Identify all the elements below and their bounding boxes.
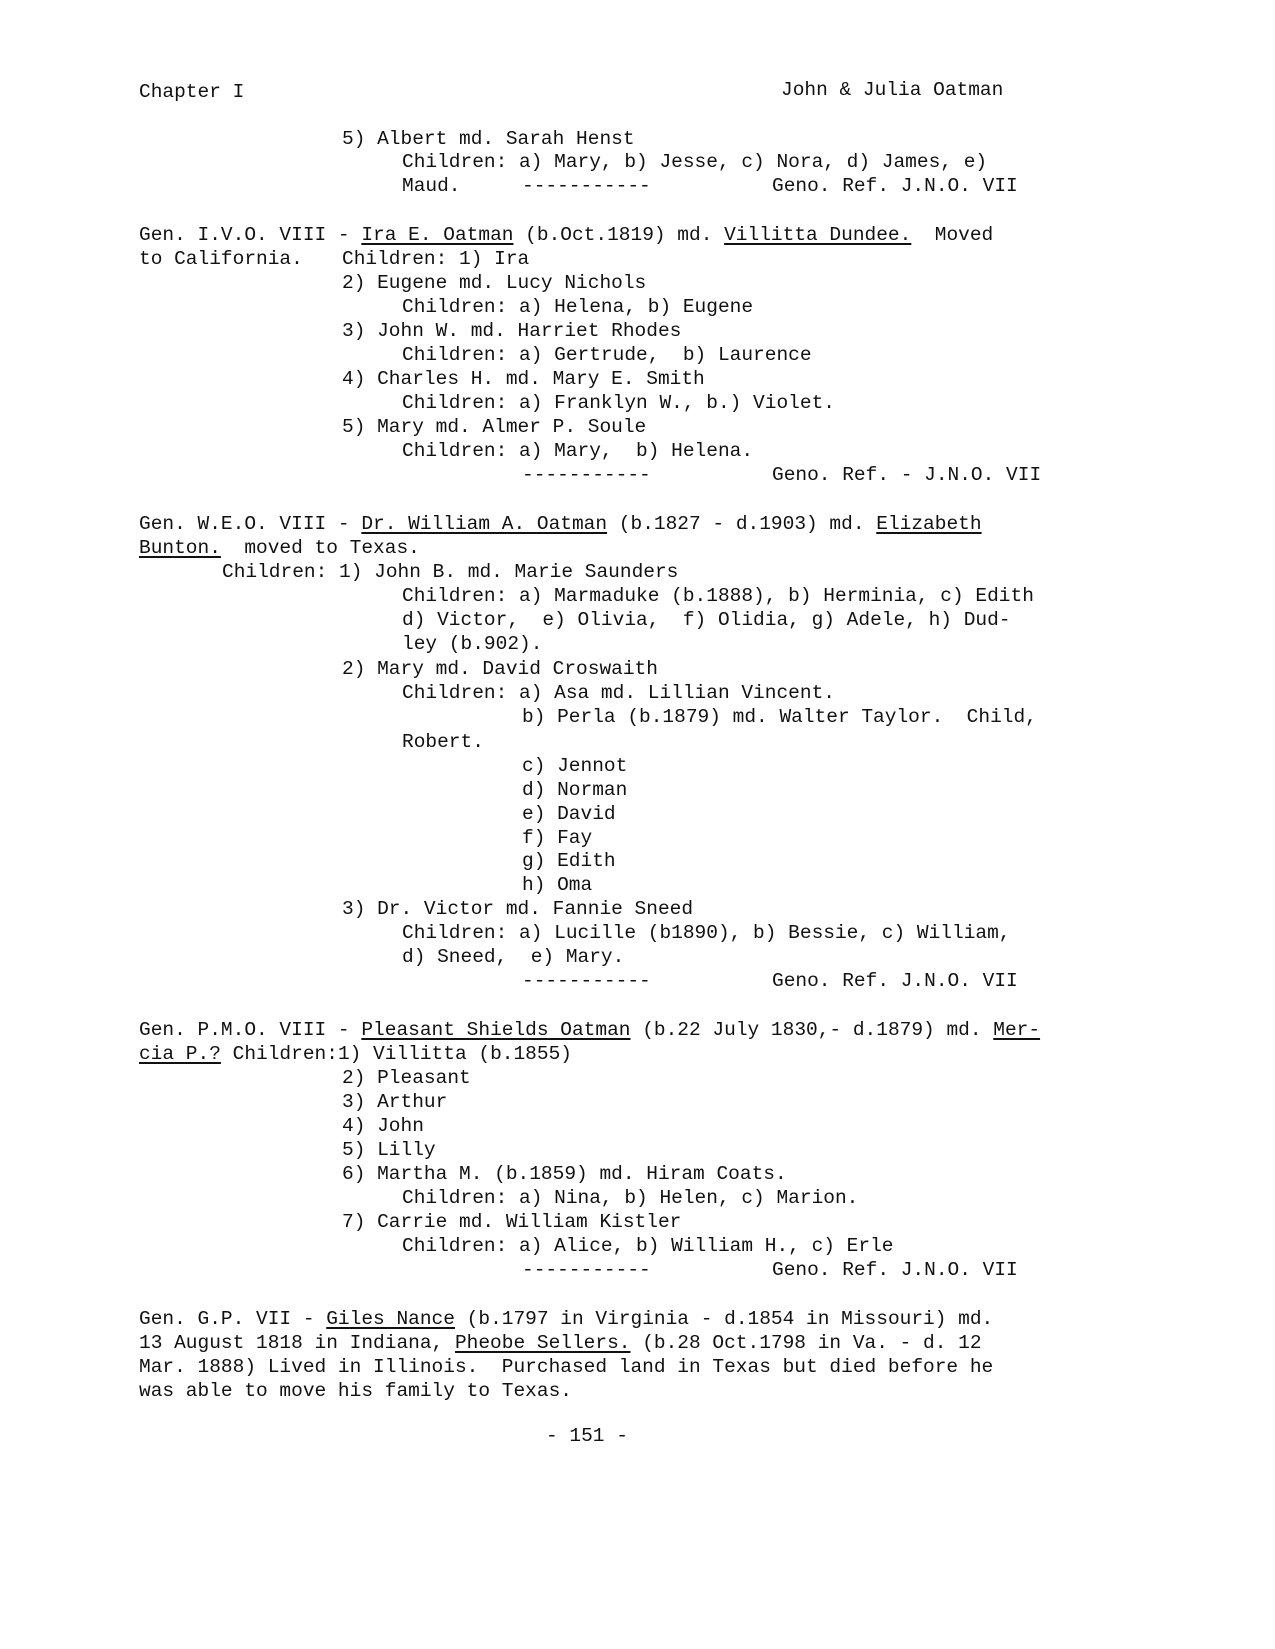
ira-note: Moved [934, 224, 994, 246]
giles-spouse: Pheobe Sellers. [454, 1332, 631, 1354]
giles-biography-cont: was able to move his family to Texas. [139, 1380, 572, 1402]
william-grandchildren-3-cont: d) Sneed, e) Mary. [402, 946, 625, 968]
ira-child-3: 3) John W. md. Harriet Rhodes [342, 320, 682, 342]
separator-dashes: ----------- [522, 1259, 651, 1281]
william-grandchild-2e: e) David [522, 803, 616, 825]
pleasant-entry-line [139, 1018, 1040, 1042]
ira-child-2: 2) Eugene md. Lucy Nichols [342, 272, 647, 294]
william-grandchild-2h: h) Oma [522, 874, 593, 896]
ira-grandchildren-2: Children: a) Helena, b) Eugene [402, 296, 754, 318]
pleasant-child-1: Children:1) Villitta (b.1855) [232, 1043, 572, 1065]
giles-spouse-dates: (b.28 Oct.1798 in Va. - d. 12 [642, 1332, 982, 1354]
geno-ref: Geno. Ref. J.N.O. VII [772, 175, 1018, 197]
albert-line: 5) Albert md. Sarah Henst [342, 128, 635, 150]
pleasant-grandchildren-6: Children: a) Nina, b) Helen, c) Marion. [402, 1187, 859, 1209]
william-child-2: 2) Mary md. David Croswaith [342, 658, 658, 680]
family-header: John & Julia Oatman [781, 79, 1004, 101]
ira-spouse: Villitta Dundee. [724, 224, 912, 246]
ira-entry-line [139, 223, 993, 247]
pleasant-spouse-cont: cia P.? [139, 1043, 221, 1065]
ira-dates: (b.Oct.1819) md. [525, 224, 713, 246]
pleasant-child-6: 6) Martha M. (b.1859) md. Hiram Coats. [342, 1163, 787, 1185]
ira-gen-code: Gen. I.V.O. VIII - [139, 224, 350, 246]
giles-name: Giles Nance [326, 1308, 455, 1330]
william-grandchild-2b: b) Perla (b.1879) md. Walter Taylor. Child, [522, 706, 1037, 728]
william-entry-cont [139, 536, 420, 560]
pleasant-child-2: 2) Pleasant [342, 1067, 471, 1089]
william-grandchild-2f: f) Fay [522, 827, 593, 849]
william-grandchildren-1-cont: d) Victor, e) Olivia, f) Olidia, g) Adele, h) Dud- [402, 609, 1011, 631]
pleasant-entry-cont [139, 1042, 572, 1066]
separator-dashes: ----------- [522, 970, 651, 992]
separator-dashes: ----------- [522, 464, 651, 486]
separator-dashes: ----------- [522, 175, 651, 197]
ira-grandchildren-3: Children: a) Gertrude, b) Laurence [402, 344, 812, 366]
giles-entry-line [139, 1307, 993, 1331]
albert-children-cont: Maud. [402, 175, 461, 197]
william-spouse-cont: Bunton. [139, 537, 221, 559]
william-grandchildren-3: Children: a) Lucille (b1890), b) Bessie, c) William, [402, 922, 1011, 944]
william-grandchild-2g: g) Edith [522, 850, 616, 872]
william-child-1: Children: 1) John B. md. Marie Saunders [222, 561, 679, 583]
william-spouse: Elizabeth [876, 513, 982, 535]
william-name: Dr. William A. Oatman [361, 513, 608, 535]
william-child-3: 3) Dr. Victor md. Fannie Sneed [342, 898, 694, 920]
geno-ref: Geno. Ref. J.N.O. VII [772, 1259, 1018, 1281]
william-grandchild-2a: Children: a) Asa md. Lillian Vincent. [402, 682, 835, 704]
pleasant-dates: (b.22 July 1830,- d.1879) md. [642, 1019, 982, 1041]
ira-child-1: Children: 1) Ira [342, 248, 530, 270]
pleasant-spouse: Mer- [993, 1019, 1041, 1041]
pleasant-child-4: 4) John [342, 1115, 424, 1137]
ira-child-5: 5) Mary md. Almer P. Soule [342, 416, 647, 438]
william-grandchild-2d: d) Norman [522, 779, 628, 801]
ira-grandchildren-4: Children: a) Franklyn W., b.) Violet. [402, 392, 835, 414]
giles-gen-code: Gen. G.P. VII - [139, 1308, 315, 1330]
albert-children-line: Children: a) Mary, b) Jesse, c) Nora, d) James, e) [402, 151, 988, 173]
william-dates: (b.1827 - d.1903) md. [618, 513, 865, 535]
ira-name: Ira E. Oatman [361, 224, 514, 246]
page-number: - 151 - [546, 1425, 628, 1447]
william-entry-line [139, 512, 982, 536]
william-grandchildren-1-end: ley (b.902). [402, 633, 543, 655]
pleasant-gen-code: Gen. P.M.O. VIII - [139, 1019, 350, 1041]
giles-marriage-line [139, 1331, 982, 1355]
william-grandchildren-1: Children: a) Marmaduke (b.1888), b) Herminia, c) Edith [402, 585, 1034, 607]
giles-biography: Mar. 1888) Lived in Illinois. Purchased land in Texas but died before he [139, 1356, 994, 1378]
ira-grandchildren-5: Children: a) Mary, b) Helena. [402, 440, 754, 462]
ira-child-4: 4) Charles H. md. Mary E. Smith [342, 368, 705, 390]
geno-ref: Geno. Ref. J.N.O. VII [772, 970, 1018, 992]
william-grandchild-2b-cont: Robert. [402, 731, 484, 753]
pleasant-child-5: 5) Lilly [342, 1139, 436, 1161]
giles-dates: (b.1797 in Virginia - d.1854 in Missouri) md. [466, 1308, 994, 1330]
giles-marriage-date: 13 August 1818 in Indiana, [139, 1332, 444, 1354]
william-grandchild-2c: c) Jennot [522, 755, 628, 777]
chapter-header: Chapter I [139, 81, 245, 103]
geno-ref: Geno. Ref. - J.N.O. VII [772, 464, 1042, 486]
pleasant-grandchildren-7: Children: a) Alice, b) William H., c) Erle [402, 1235, 894, 1257]
pleasant-child-3: 3) Arthur [342, 1091, 448, 1113]
ira-residence: to California. [139, 248, 303, 270]
pleasant-child-7: 7) Carrie md. William Kistler [342, 1211, 682, 1233]
william-note: moved to Texas. [244, 537, 420, 559]
william-gen-code: Gen. W.E.O. VIII - [139, 513, 350, 535]
pleasant-name: Pleasant Shields Oatman [361, 1019, 631, 1041]
